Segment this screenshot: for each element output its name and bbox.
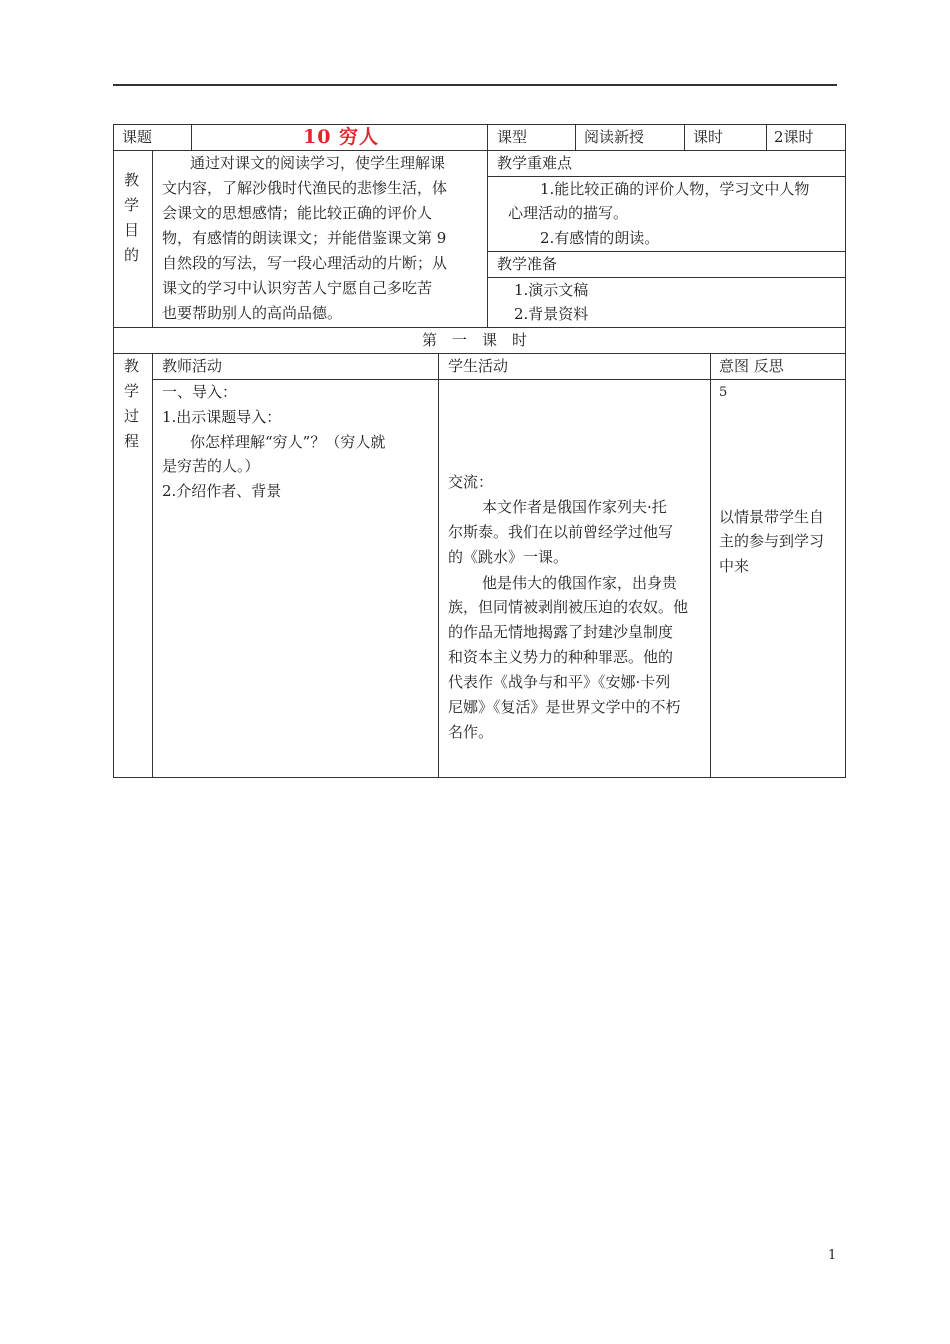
objectives-label-char: 学 — [124, 196, 140, 214]
objectives-label-char: 教 — [124, 171, 140, 189]
process-label-char: 教 — [124, 357, 140, 375]
reflection-header: 意图 反思 — [719, 357, 784, 375]
reflection-line: 中来 — [719, 557, 750, 575]
page-number: 1 — [828, 1248, 837, 1263]
col-divider — [152, 353, 153, 778]
key-points-line: 2.有感情的朗读。 — [540, 229, 660, 247]
col-divider — [191, 124, 192, 151]
teacher-activity-line: 2.介绍作者、背景 — [162, 482, 282, 500]
col-divider — [684, 124, 685, 151]
teacher-activity-line: 一、导入： — [162, 383, 238, 401]
teacher-activity-line: 是穷苦的人。） — [162, 457, 260, 475]
preparation-item: 1.演示文稿 — [514, 281, 589, 299]
teacher-activity-header: 教师活动 — [162, 357, 223, 375]
session-label: 第 一 课 时 — [422, 331, 528, 349]
key-points-line: 心理活动的描写。 — [508, 204, 629, 222]
objectives-line: 也要帮助别人的高尚品德。 — [162, 304, 343, 322]
student-activity-line: 尼娜》《复活》是世界文学中的不朽 — [448, 698, 681, 716]
col-divider — [487, 124, 488, 328]
student-activity-line: 的《跳水》一课。 — [448, 548, 569, 566]
col-divider — [766, 124, 767, 151]
objectives-line: 文内容，了解沙俄时代渔民的悲惨生活，体 — [162, 179, 448, 197]
student-activity-line: 代表作《战争与和平》《安娜·卡列 — [448, 673, 671, 691]
process-label-char: 过 — [124, 407, 140, 425]
student-activity-line: 名作。 — [448, 723, 494, 741]
reflection-line: 以情景带学生自 — [719, 508, 825, 526]
objectives-line: 自然段的写法，写一段心理活动的片断；从 — [162, 254, 448, 272]
hours-label: 课时 — [693, 128, 724, 146]
student-activity-line: 交流： — [448, 473, 494, 491]
key-points-label: 教学重难点 — [497, 154, 573, 172]
col-divider — [575, 124, 576, 151]
topic-label: 课题 — [122, 128, 153, 146]
hours-value: 2课时 — [774, 128, 814, 146]
key-points-line: 1.能比较正确的评价人物，学习文中人物 — [540, 180, 810, 198]
student-activity-line: 和资本主义势力的种种罪恶。他的 — [448, 648, 674, 666]
reflection-number: 5 — [719, 385, 728, 400]
col-divider — [438, 353, 439, 778]
process-label-char: 学 — [124, 382, 140, 400]
teacher-activity-line: 你怎样理解“穷人”？（穷人就 — [190, 433, 386, 451]
student-activity-header: 学生活动 — [448, 357, 509, 375]
table-border-right — [845, 124, 846, 778]
col-divider — [152, 150, 153, 328]
process-label-char: 程 — [124, 432, 140, 450]
objectives-line: 课文的学习中认识穷苦人宁愿自己多吃苦 — [162, 279, 433, 297]
student-activity-line: 本文作者是俄国作家列夫·托 — [482, 498, 667, 516]
preparation-item: 2.背景资料 — [514, 305, 589, 323]
student-activity-line: 的作品无情地揭露了封建沙皇制度 — [448, 623, 674, 641]
objectives-line: 物，有感情的朗读课文；并能借鉴课文第 9 — [162, 229, 447, 247]
type-value: 阅读新授 — [584, 128, 645, 146]
objectives-line: 通过对课文的阅读学习，使学生理解课 — [190, 154, 446, 172]
student-activity-line: 族，但同情被剥削被压迫的农奴。他 — [448, 598, 689, 616]
table-border-top — [113, 124, 846, 125]
table-border-left — [113, 124, 114, 778]
student-activity-line: 尔斯泰。我们在以前曾经学过他写 — [448, 523, 674, 541]
type-label: 课型 — [497, 128, 528, 146]
preparation-label: 教学准备 — [497, 255, 558, 273]
student-activity-line: 他是伟大的俄国作家，出身贵 — [482, 574, 678, 592]
objectives-label-char: 的 — [124, 246, 140, 264]
reflection-line: 主的参与到学习 — [719, 532, 825, 550]
objectives-line: 会课文的思想感情；能比较正确的评价人 — [162, 204, 433, 222]
teacher-activity-line: 1.出示课题导入： — [162, 408, 282, 426]
header-rule — [113, 84, 837, 86]
row-divider — [152, 379, 846, 380]
objectives-label-char: 目 — [124, 221, 140, 239]
lesson-title: 10 穷人 — [303, 126, 380, 148]
col-divider — [710, 353, 711, 778]
table-border-bottom — [113, 777, 846, 778]
